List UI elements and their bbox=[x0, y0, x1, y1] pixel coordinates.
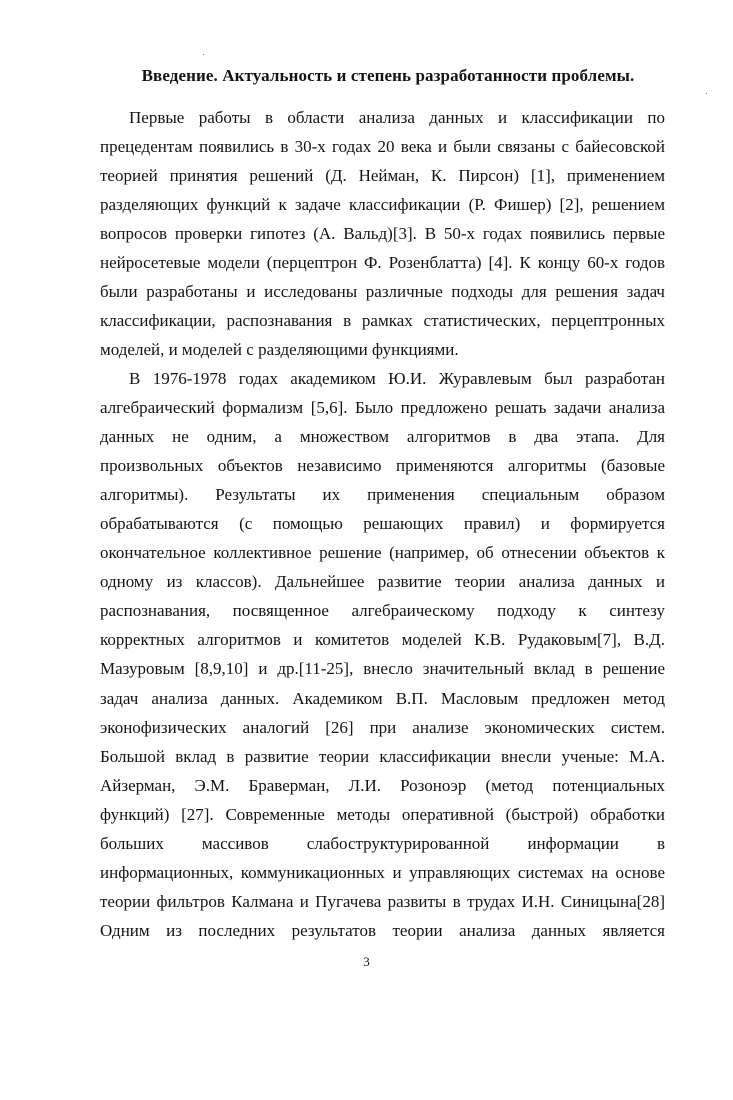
text-line: Первые работы в области анализа данных и классификации по bbox=[129, 108, 665, 127]
text-line: данных не одним, а множеством алгоритмов в два этапа. Для bbox=[100, 427, 665, 447]
section-title: Введение. Актуальность и степень разработанности проблемы. bbox=[141, 66, 635, 85]
text-line: теории фильтров Калмана и Пугачева развиты в трудах И.Н. Синицына[28] bbox=[100, 891, 665, 911]
text-line: функций) [27]. Современные методы оперативной (быстрой) обработки bbox=[100, 804, 665, 824]
text-line: распознавания, посвященное алгебраическому подходу к синтезу bbox=[100, 601, 665, 621]
paragraph-1 bbox=[100, 103, 665, 364]
text-line: моделей, и моделей с разделяющими функциями. bbox=[100, 340, 459, 360]
text-line: Мазуровым [8,9,10] и др.[11-25], внесло значительный вклад в решение bbox=[100, 659, 665, 679]
text-line: информационных, коммуникационных и управляющих системах на основе bbox=[100, 862, 665, 882]
paragraph-2 bbox=[100, 364, 665, 945]
text-line: произвольных объектов независимо применяются алгоритмы (базовые bbox=[100, 456, 665, 476]
text-line: эконофизических аналогий [26] при анализе экономических систем. bbox=[100, 717, 665, 737]
text-line: одному из классов). Дальнейшее развитие теории анализа данных и bbox=[100, 572, 665, 592]
text-line: были разработаны и исследованы различные подходы для решения задач bbox=[100, 282, 665, 302]
text-line: Айзерман, Э.М. Браверман, Л.И. Розоноэр (метод потенциальных bbox=[100, 775, 665, 795]
text-line: В 1976-1978 годах академиком Ю.И. Журавлевым был разработан bbox=[129, 369, 665, 388]
text-line: Одним из последних результатов теории анализа данных является bbox=[100, 920, 665, 940]
text-line: теорией принятия решений (Д. Нейман, К. Пирсон) [1], применением bbox=[100, 166, 665, 186]
text-line: разделяющих функций к задаче классификации (Р. Фишер) [2], решением bbox=[100, 195, 665, 215]
text-line: корректных алгоритмов и комитетов моделей К.В. Рудаковым[7], В.Д. bbox=[100, 630, 665, 650]
text-line: больших массивов слабоструктурированной информации в bbox=[100, 833, 665, 853]
text-line: вопросов проверки гипотез (А. Вальд)[3]. В 50-х годах появились первые bbox=[100, 224, 665, 244]
text-line: классификации, распознавания в рамках статистических, перцептронных bbox=[100, 311, 665, 331]
page-number: 3 bbox=[363, 954, 370, 969]
text-line: алгоритмы). Результаты их применения специальным образом bbox=[100, 485, 665, 505]
text-line: окончательное коллективное решение (например, об отнесении объектов к bbox=[100, 543, 665, 563]
text-line: Большой вклад в развитие теории классификации внесли ученые: М.А. bbox=[100, 746, 665, 766]
scan-speck bbox=[203, 54, 204, 55]
text-line: прецедентам появились в 30-х годах 20 века и были связаны с байесовской bbox=[100, 137, 665, 157]
text-line: нейросетевые модели (перцептрон Ф. Розенблатта) [4]. К концу 60-х годов bbox=[100, 253, 665, 273]
text-line: алгебраический формализм [5,6]. Было предложено решать задачи анализа bbox=[100, 398, 665, 418]
text-line: обрабатываются (с помощью решающих правил) и формируется bbox=[100, 514, 665, 534]
scan-speck bbox=[706, 93, 707, 94]
text-line: задач анализа данных. Академиком В.П. Масловым предложен метод bbox=[100, 688, 665, 708]
